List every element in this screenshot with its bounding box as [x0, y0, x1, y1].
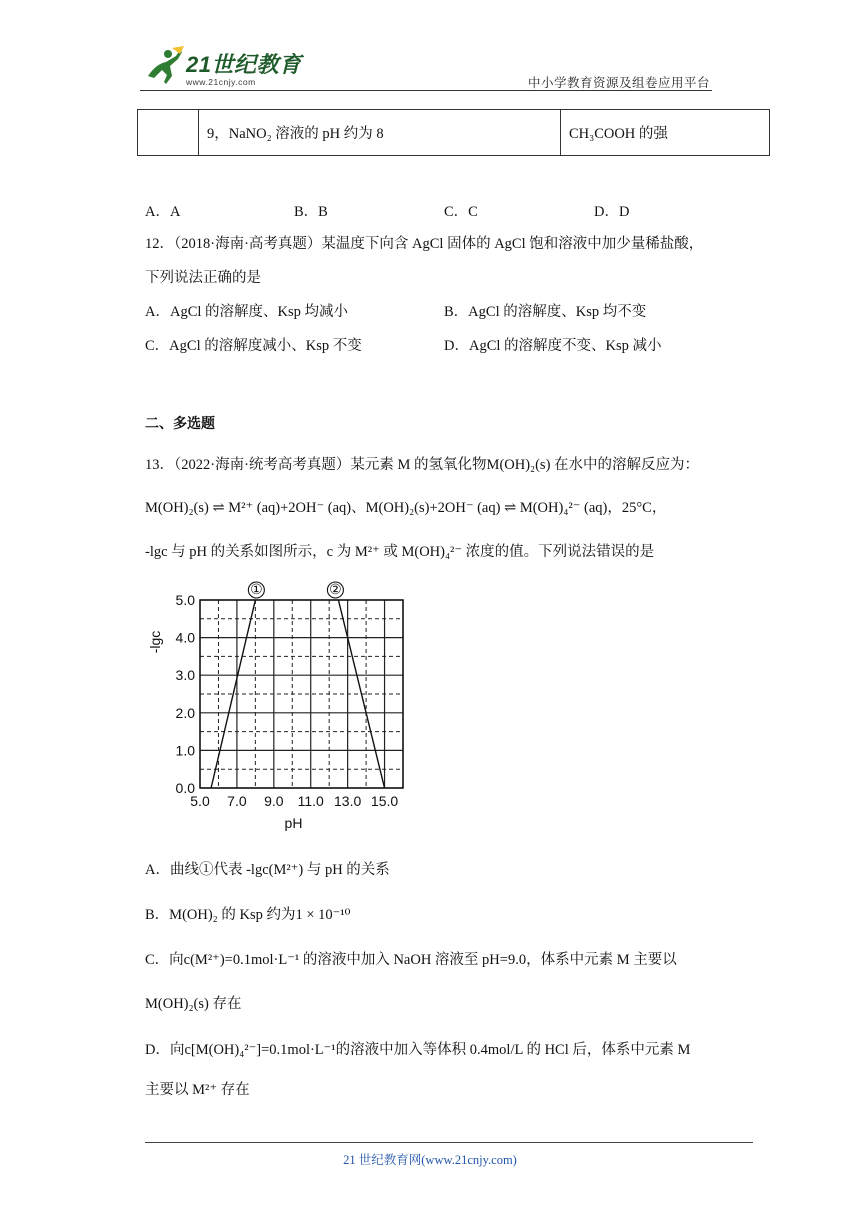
q13-option-c-line1: C．向c(M²⁺)=0.1mol·L⁻¹ 的溶液中加入 NaOH 溶液至 pH=9.0，体系中元素 M 主要以 [145, 952, 677, 968]
x-tick-label: 5.0 [190, 793, 210, 809]
continued-table [137, 109, 770, 156]
y-tick-label: 1.0 [175, 742, 195, 759]
table-cell-condition: 9，NaNO₂ 溶液的 pH 约为 8 [199, 110, 561, 156]
q13-option-a: A．曲线①代表 -lgc(M²⁺) 与 pH 的关系 [145, 862, 390, 878]
x-tick-label: 9.0 [264, 793, 284, 809]
q13-option-d-line2: 主要以 M²⁺ 存在 [145, 1082, 250, 1098]
q13-option-d-line1: D．向c[M(OH)₄²⁻]=0.1mol·L⁻¹的溶液中加入等体积 0.4mol/L 的 HCl 后，体系中元素 M [145, 1042, 691, 1058]
x-tick-label: 11.0 [297, 793, 324, 809]
curve-label-2: ② [329, 581, 342, 597]
logo-url: www.21cnjy.com [186, 77, 256, 87]
q13-stem-line1: 13．（2022·海南·统考高考真题）某元素 M 的氢氧化物M(OH)₂(s) 在水中的溶解反应为： [145, 457, 700, 473]
q11-option-a: A．A [145, 204, 181, 220]
lgc-ph-chart [140, 578, 420, 840]
site-logo [142, 44, 312, 90]
platform-title: 中小学教育资源及组卷应用平台 [527, 76, 710, 90]
q13-stem-line3: -lgc 与 pH 的关系如图所示，c 为 M²⁺ 或 M(OH)₄²⁻ 浓度的值。下列说法错误的是 [145, 544, 655, 560]
y-tick-label: 5.0 [175, 592, 195, 608]
y-tick-label: 2.0 [175, 704, 195, 721]
y-tick-label: 4.0 [175, 629, 195, 646]
q11-option-c: C．C [444, 204, 478, 220]
table-row [138, 110, 770, 156]
y-tick-label: 0.0 [175, 780, 195, 796]
chart-grid [200, 600, 403, 788]
section-heading: 二、多选题 [145, 416, 215, 432]
y-axis-label: -lgc [147, 630, 163, 654]
q13-option-c-line2: M(OH)₂(s) 存在 [145, 996, 242, 1012]
q11-option-b: B．B [294, 204, 328, 220]
logo-text: 21世纪教育 [186, 52, 302, 77]
table-cell-conclusion: CH₃COOH 的强 [561, 110, 770, 156]
q12-option-d: D．AgCl 的溶解度不变、Ksp 减小 [444, 338, 662, 354]
running-man-icon [142, 46, 186, 86]
x-tick-label: 7.0 [227, 793, 247, 809]
x-axis-label: pH [284, 815, 303, 831]
q12-option-b: B．AgCl 的溶解度、Ksp 均不变 [444, 304, 647, 320]
q13-option-b: B．M(OH)₂ 的 Ksp 约为1 × 10⁻¹⁰ [145, 907, 351, 923]
q11-option-d: D．D [594, 204, 630, 220]
q13-stem-line2: M(OH)₂(s) ⇌ M²⁺ (aq)+2OH⁻ (aq)、M(OH)₂(s)+2OH⁻ (aq) ⇌ M(OH)₄²⁻ (aq)，25°C， [145, 500, 667, 516]
q12-option-c: C．AgCl 的溶解度减小、Ksp 不变 [145, 338, 362, 354]
x-tick-label: 13.0 [334, 793, 362, 809]
q12-stem-line1: 12．（2018·海南·高考真题）某温度下向含 AgCl 固体的 AgCl 饱和溶液中加少量稀盐酸， [145, 236, 704, 252]
y-tick-label: 3.0 [175, 667, 195, 684]
q12-stem-line2: 下列说法正确的是 [145, 270, 261, 286]
chart-ticks [176, 592, 399, 809]
curve-label-1: ① [250, 581, 263, 597]
footer-divider [145, 1142, 753, 1143]
header-divider [140, 90, 712, 91]
footer-text: 21 世纪教育网(www.21cnjy.com) [343, 1153, 517, 1167]
table-cell-empty [138, 110, 199, 156]
x-tick-label: 15.0 [370, 793, 399, 809]
q12-option-a: A．AgCl 的溶解度、Ksp 均减小 [145, 304, 349, 320]
